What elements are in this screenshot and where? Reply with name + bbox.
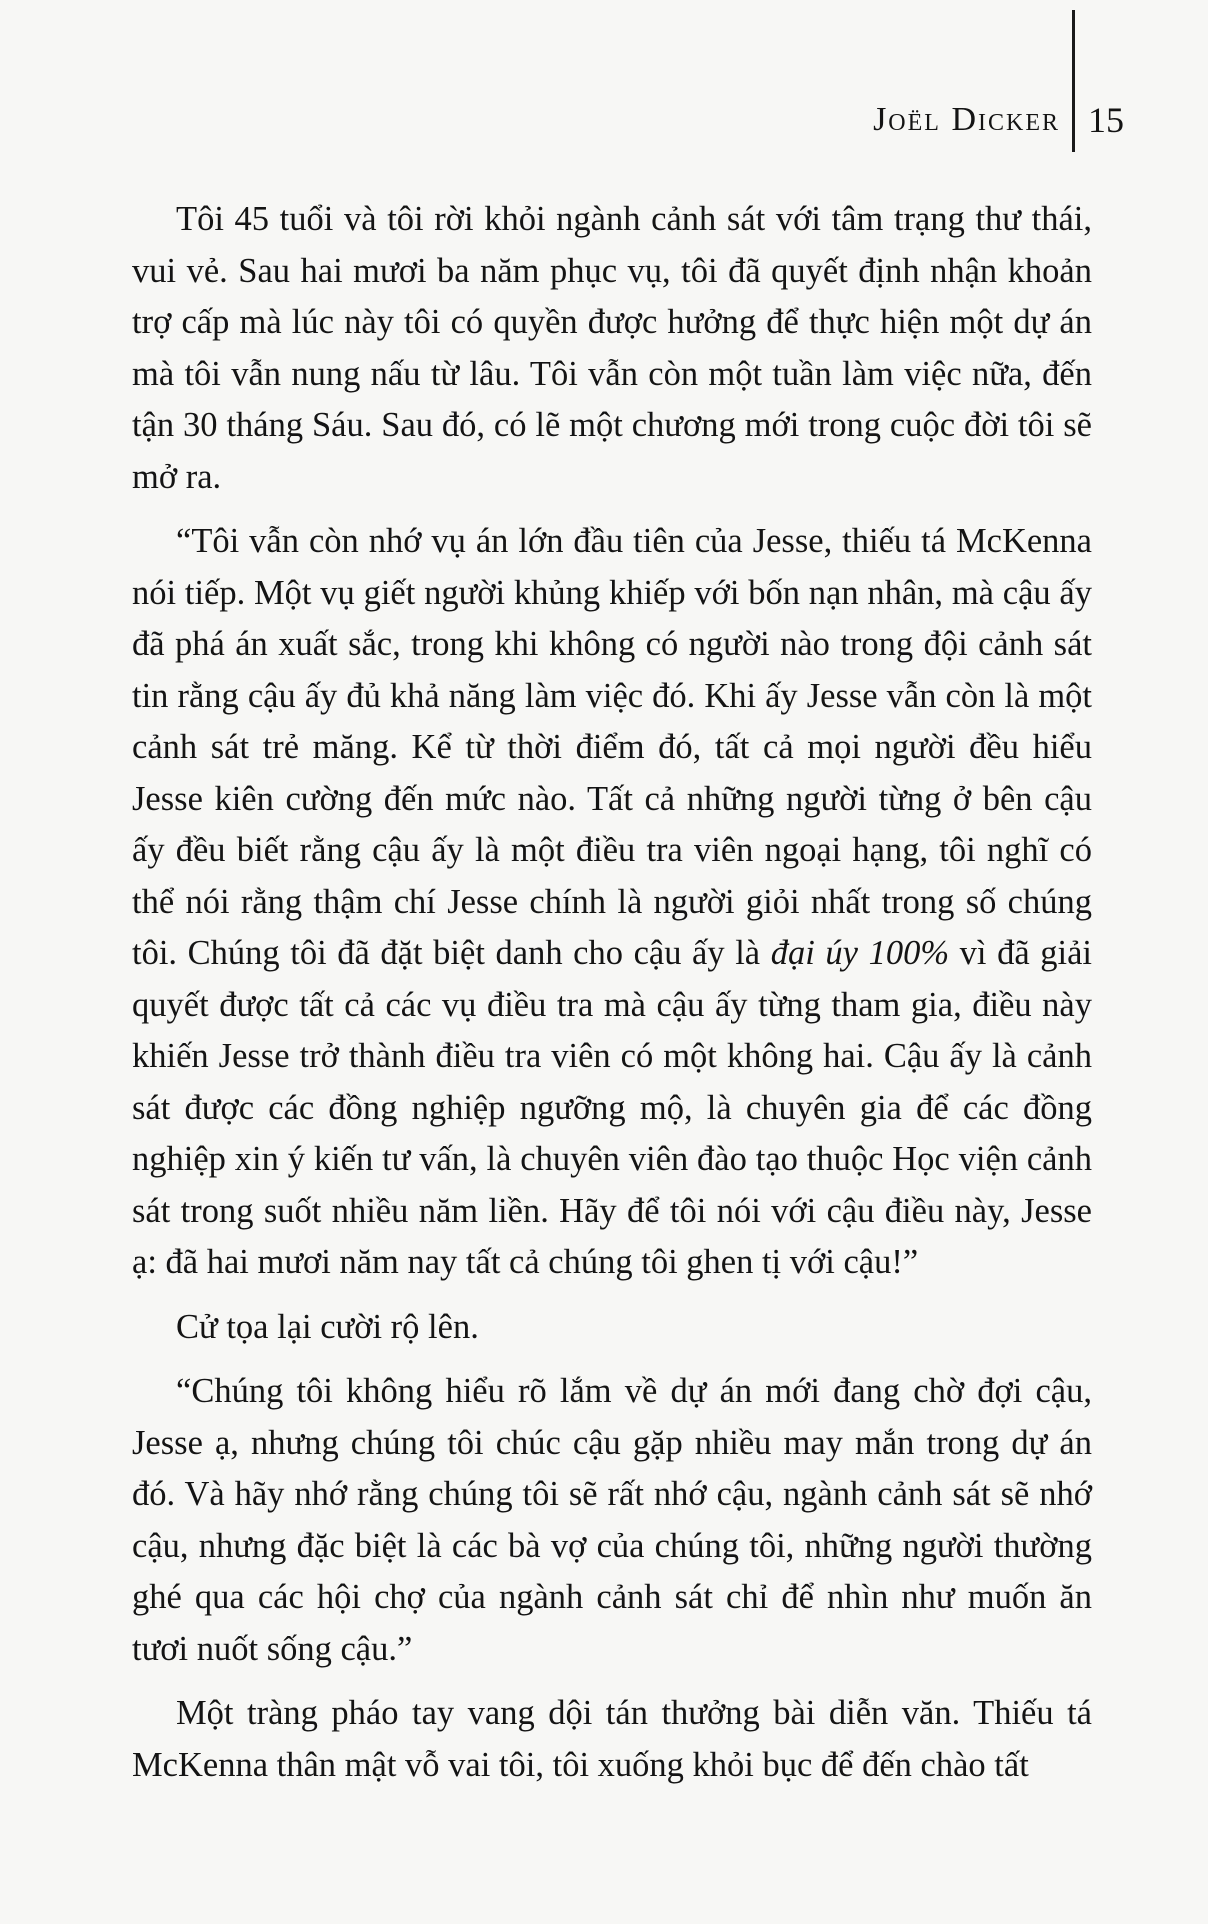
body-text: [132, 194, 1092, 1804]
paragraph-4: “Chúng tôi không hiểu rõ lắm về dự án mới đang chờ đợi cậu, Jesse ạ, nhưng chúng tôi chúc cậu gặp nhiều may mắn trong dự án đó. Và hãy nhớ rằng chúng tôi sẽ rất nhớ cậu, ngành cảnh sát sẽ nhớ cậu, nhưng đặc biệt là các bà vợ của chúng tôi, những người thường ghé qua các hội chợ của ngành cảnh sát chỉ để nhìn như muốn ăn tươi nuốt sống cậu.”: [132, 1372, 1092, 1668]
paragraph-2-text-after: vì đã giải quyết được tất cả các vụ điều tra mà cậu ấy từng tham gia, điều này khiến Jesse trở thành điều tra viên có một không hai. Cậu ấy là cảnh sát được các đồng nghiệp ngưỡng mộ, là chuyên gia để các đồng nghiệp xin ý kiến tư vấn, là chuyên viên đào tạo thuộc Học viện cảnh sát trong suốt nhiều năm liền. Hãy để tôi nói với cậu điều này, Jesse ạ: đã hai mươi năm nay tất cả chúng tôi ghen tị với cậu!”: [132, 934, 1092, 1281]
paragraph-5: Một tràng pháo tay vang dội tán thưởng bài diễn văn. Thiếu tá McKenna thân mật vỗ vai tôi, tôi xuống khỏi bục để đến chào tất: [132, 1694, 1092, 1784]
paragraph-2-italic-nickname: đại úy 100%: [770, 934, 950, 972]
running-head-author: Joël Dicker: [873, 101, 1060, 138]
paragraph-2-text-before: “Tôi vẫn còn nhớ vụ án lớn đầu tiên của Jesse, thiếu tá McKenna nói tiếp. Một vụ giết người khủng khiếp với bốn nạn nhân, mà cậu ấy đã phá án xuất sắc, trong khi không có người nào trong đội cảnh sát tin rằng cậu ấy đủ khả năng làm việc đó. Khi ấy Jesse vẫn còn là một cảnh sát trẻ măng. Kể từ thời điểm đó, tất cả mọi người đều hiểu Jesse kiên cường đến mức nào. Tất cả những người từng ở bên cậu ấy đều biết rằng cậu ấy là một điều tra viên ngoại hạng, tôi nghĩ có thể nói rằng thậm chí Jesse chính là người giỏi nhất trong số chúng tôi. Chúng tôi đã đặt biệt danh cho cậu ấy là: [132, 522, 1092, 972]
paragraph-2: [132, 516, 1092, 1289]
paragraph-3: Cử tọa lại cười rộ lên.: [176, 1307, 479, 1346]
page-number: 15: [1088, 100, 1124, 140]
paragraph-1: Tôi 45 tuổi và tôi rời khỏi ngành cảnh sát với tâm trạng thư thái, vui vẻ. Sau hai mươi ba năm phục vụ, tôi đã quyết định nhận khoản trợ cấp mà lúc này tôi có quyền được hưởng để thực hiện một dự án mà tôi vẫn nung nấu từ lâu. Tôi vẫn còn một tuần làm việc nữa, đến tận 30 tháng Sáu. Sau đó, có lẽ một chương mới trong cuộc đời tôi sẽ mở ra.: [132, 200, 1092, 496]
header-divider: [1072, 10, 1075, 152]
